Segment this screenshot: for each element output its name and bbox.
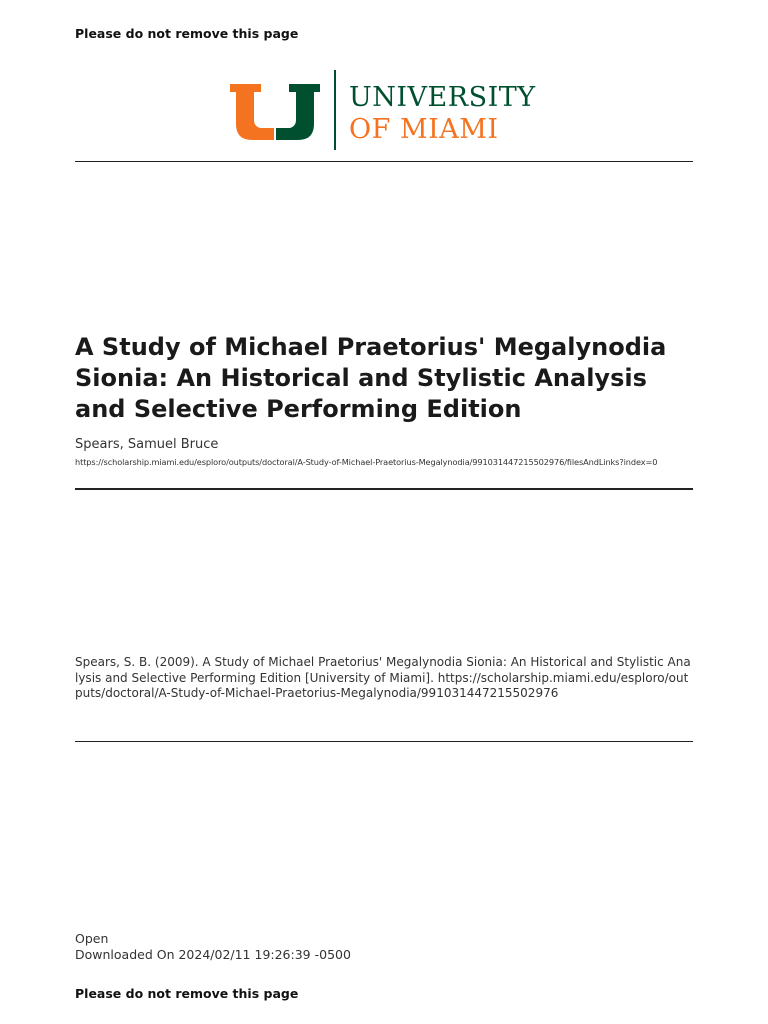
document-title: A Study of Michael Praetorius' Megalynodia Sionia: An Historical and Stylistic Analysis and Selective Performing Edition: [75, 333, 667, 423]
u-logo-orange-half: [230, 84, 274, 140]
citation-text: Spears, S. B. (2009). A Study of Michael Praetorius' Megalynodia Sionia: An Historical and Stylistic Analysis and Selective Performing Edition [University of Miami]. https://scholarship.miami.edu/esploro/outputs/doctoral/A-Study-of-Michael-Praetorius-Megalynodia/991031447215502976: [75, 655, 691, 700]
logo-divider: [334, 70, 336, 150]
access-status: Open: [75, 931, 109, 946]
notice-bottom: Please do not remove this page: [75, 986, 299, 1001]
notice-top: Please do not remove this page: [75, 26, 299, 41]
document-author: Spears, Samuel Bruce: [75, 437, 219, 452]
u-logo-green-half: [276, 84, 320, 140]
citation-divider: [75, 741, 693, 742]
u-logo-icon: [230, 84, 320, 140]
university-logo: [230, 70, 550, 152]
download-timestamp: Downloaded On 2024/02/11 19:26:39 -0500: [75, 947, 351, 962]
title-divider: [75, 488, 693, 490]
logo-wordmark-of-miami: OF MIAMI: [349, 114, 499, 145]
logo-wordmark-university: UNIVERSITY: [349, 82, 536, 113]
document-link[interactable]: https://scholarship.miami.edu/esploro/outputs/doctoral/A-Study-of-Michael-Praetorius-Megalynodia/991031447215502976/filesAndLinks?index=0: [75, 457, 658, 467]
header-divider: [75, 161, 693, 162]
